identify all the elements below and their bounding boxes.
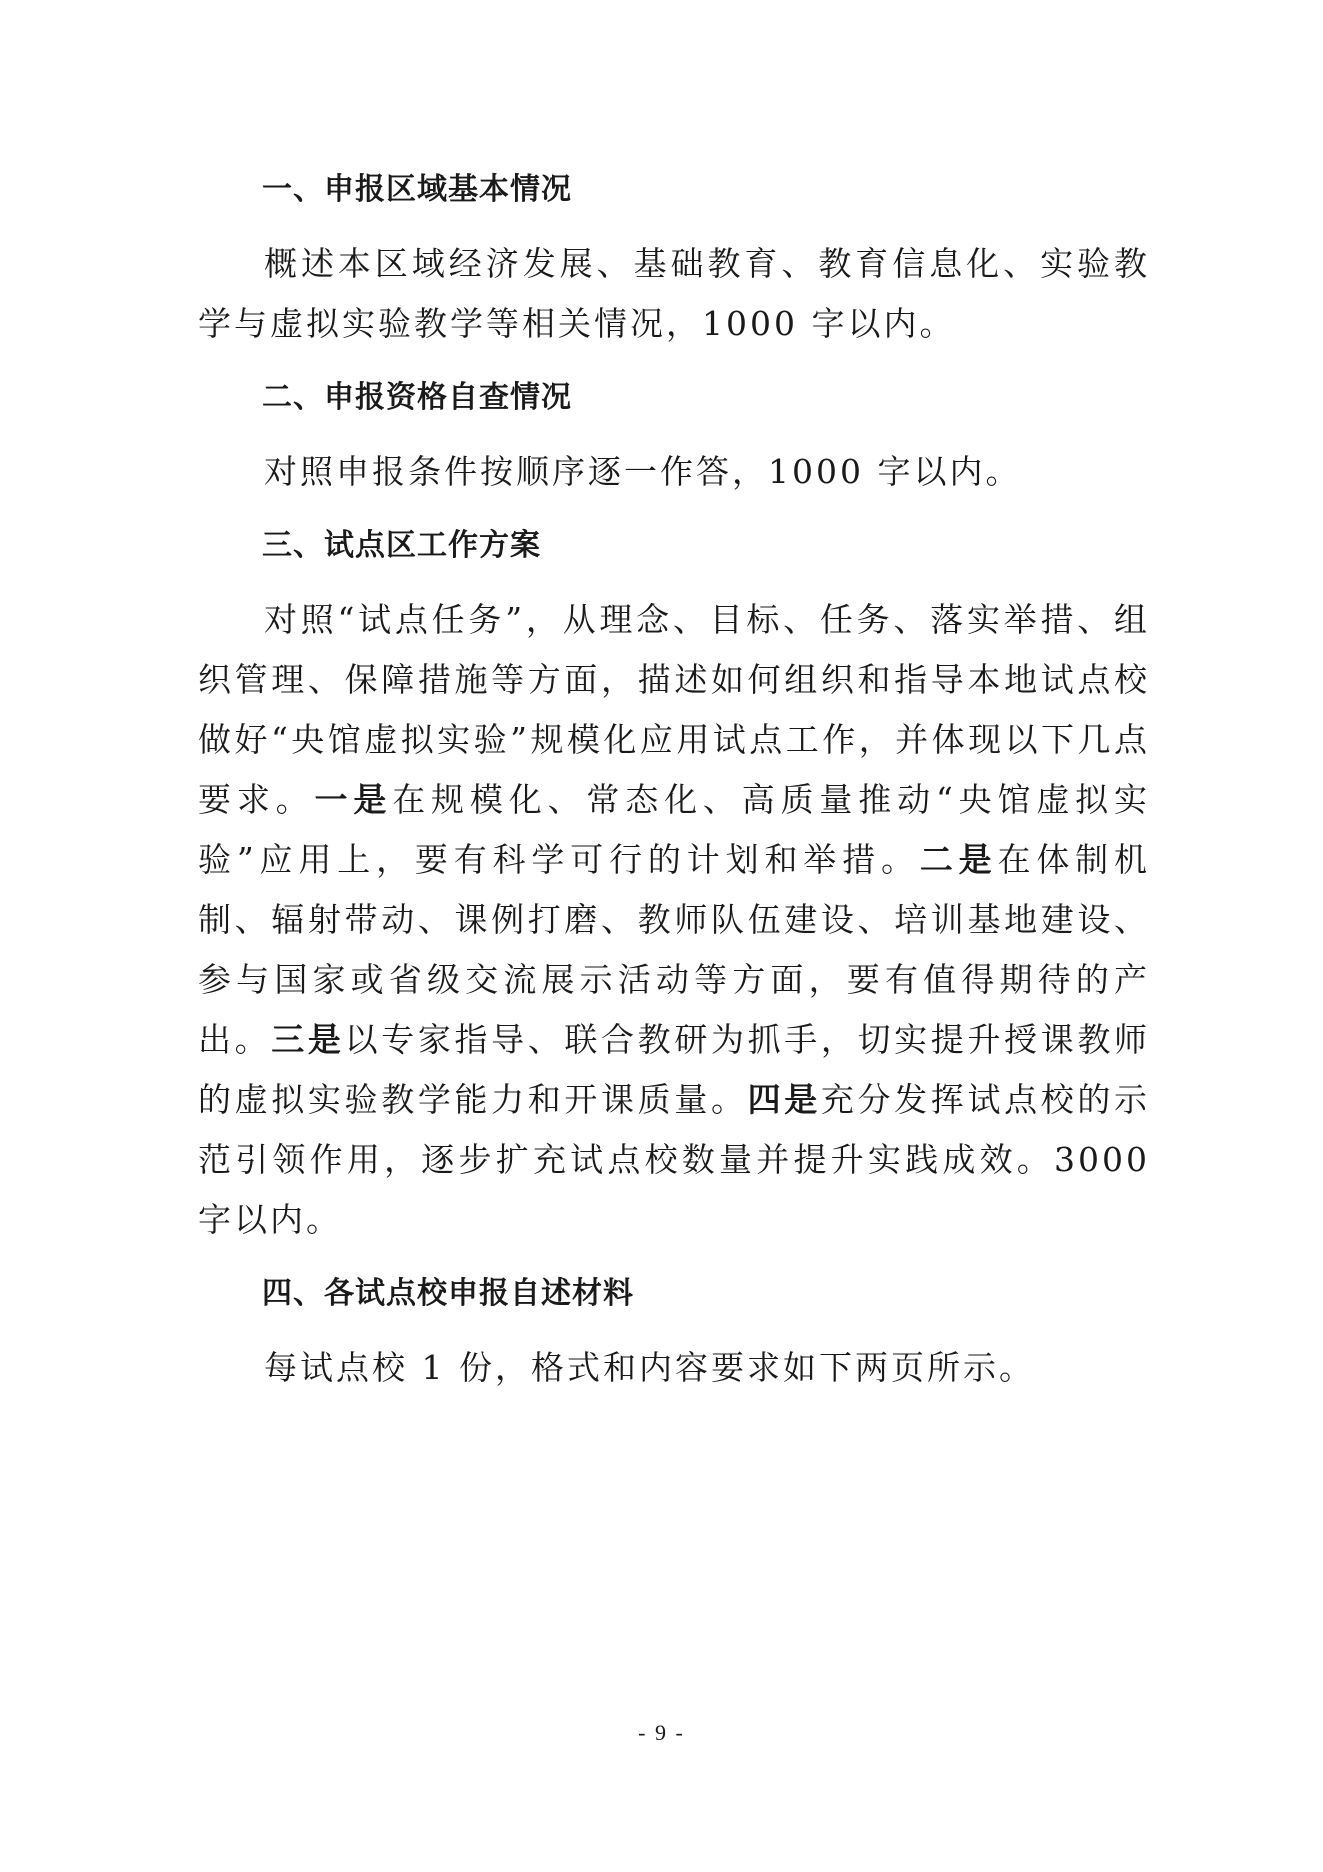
section-2-paragraph: 对照申报条件按顺序逐一作答，1000 字以内。	[264, 452, 1022, 491]
section-3-heading: 三、试点区工作方案	[262, 528, 541, 563]
point-1-text: 在规模化、常态化、高质量推动“央馆虚拟实验”应用上，要有科学可行的计划和举措。	[198, 780, 1151, 879]
section-3-paragraph	[198, 590, 1150, 1250]
document-body	[198, 160, 1150, 1398]
point-4-text: 充分发挥试点校的示范引领作用，逐步扩充试点校数量并提升实践成效。3000 字以内。	[198, 1080, 1151, 1239]
section-2-heading: 二、申报资格自查情况	[262, 380, 572, 415]
section-3-intro-text: 对照“试点任务”，从理念、目标、任务、落实举措、组织管理、保障措施等方面，描述如何组织和指导本地试点校做好“央馆虚拟实验”规模化应用试点工作，并体现以下几点要求。	[198, 600, 1150, 819]
point-2-marker: 二是	[919, 840, 998, 879]
section-1-heading: 一、申报区域基本情况	[262, 172, 572, 207]
point-4-marker: 四是	[747, 1080, 821, 1119]
point-1-marker: 一是	[314, 780, 393, 819]
section-1-paragraph: 概述本区域经济发展、基础教育、教育信息化、实验教学与虚拟实验教学等相关情况，1000 字以内。	[198, 244, 1150, 343]
point-2-text: 在体制机制、辐射带动、课例打磨、教师队伍建设、培训基地建设、参与国家或省级交流展示活动等方面，要有值得期待的产出。	[198, 840, 1151, 1059]
point-3-marker: 三是	[271, 1020, 345, 1059]
section-4-heading: 四、各试点校申报自述材料	[262, 1276, 634, 1311]
point-3-text: 以专家指导、联合教研为抓手，切实提升授课教师的虚拟实验教学能力和开课质量。	[198, 1020, 1151, 1119]
page-number: - 9 -	[638, 1720, 685, 1745]
section-4-paragraph: 每试点校 1 份，格式和内容要求如下两页所示。	[264, 1348, 1035, 1387]
